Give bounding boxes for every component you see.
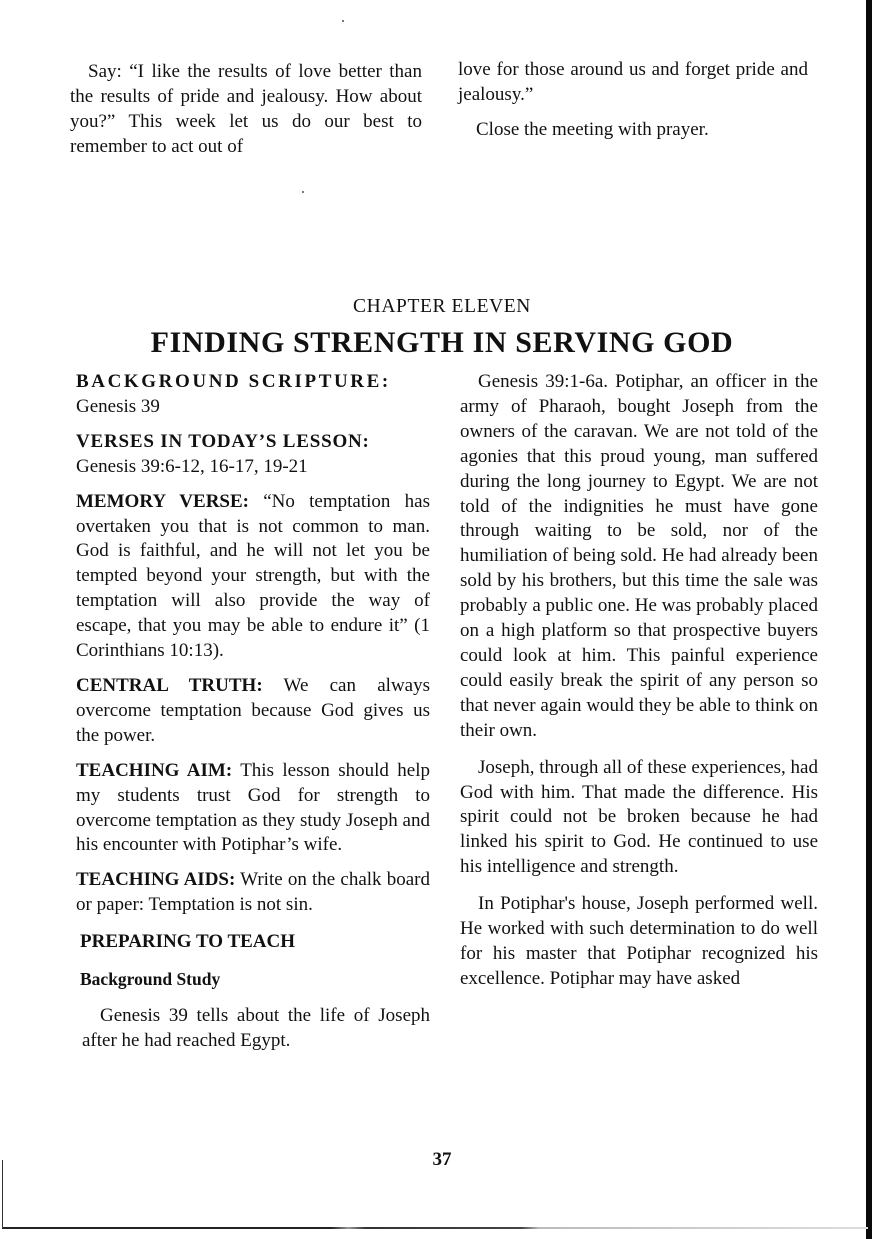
background-scripture-label: BACKGROUND SCRIPTURE: xyxy=(76,371,391,392)
central-truth xyxy=(76,674,430,749)
verses-label: VERSES IN TODAY’S LESSON: xyxy=(76,430,370,452)
body-paragraph: Joseph, through all of these experiences, had God with him. That made the difference. His spirit could not be broken because he had linked his spirit to God. He continued to use his intelligence and strength. xyxy=(460,756,818,878)
teaching-aim xyxy=(76,759,430,859)
teaching-aids-label: TEACHING AIDS: xyxy=(76,869,236,891)
teaching-aim-text: This lesson should help my students trust God for strength to overcome temptation as they study Joseph and his encounter with Potiphar’s wife. xyxy=(76,759,430,856)
verses-text: Genesis 39:6-12, 16-17, 19-21 xyxy=(76,455,308,477)
central-truth-label: CENTRAL TRUTH: xyxy=(76,674,263,696)
chapter-label: CHAPTER ELEVEN xyxy=(353,296,531,317)
background-scripture xyxy=(76,370,430,420)
scan-edge-right xyxy=(866,0,872,1239)
closing-dialogue-continuation: love for those around us and forget pride and jealousy.” xyxy=(458,59,808,105)
body-paragraph: Genesis 39:1-6a. Potiphar, an officer in the army of Pharaoh, bought Joseph from the owners of the caravan. We are not told of the agonies that this proud young, man suffered during the long journey to Egypt. We are not told of the indignities he must have gone through waiting to be sold, nor of the humiliation of being sold. He had already been sold by his brothers, but this time the sale was probably a public one. He was probably placed on a high platform so that prospective buyers could look at him. This painful experience could easily break the spirit of any person so that never again would they be able to think on their own. xyxy=(460,371,818,741)
memory-verse xyxy=(76,490,430,664)
lesson-body-column xyxy=(460,370,818,992)
body-paragraph: In Potiphar's house, Joseph performed well. He worked with such determination to do well for his master that Potiphar recognized his excellence. Potiphar may have asked xyxy=(460,893,818,989)
top-right-column xyxy=(458,58,808,143)
background-study-paragraph: Genesis 39 tells about the life of Joseph after he had reached Egypt. xyxy=(82,1004,430,1051)
closing-instruction: Close the meeting with prayer. xyxy=(476,118,709,140)
memory-verse-label: MEMORY VERSE: xyxy=(76,490,249,512)
central-truth-text: We can always overcome temptation because God gives us the power. xyxy=(76,674,430,746)
lesson-info-column xyxy=(76,370,430,1054)
chapter-title: FINDING STRENGTH IN SERVING GOD xyxy=(150,326,734,359)
background-study-heading: Background Study xyxy=(80,969,221,990)
scan-edge-bottom xyxy=(2,1227,868,1229)
teaching-aids xyxy=(76,868,430,918)
page-number: 37 xyxy=(432,1149,452,1170)
verses-in-lesson xyxy=(76,430,430,480)
memory-verse-text: “No temptation has overtaken you that is not common to man. God is faithful, and he will not let you be tempted beyond your strength, but with the temptation will also provide the way of escape, that you may be able to endure it” (1 Corinthians 10:13). xyxy=(76,490,430,662)
teaching-aim-label: TEACHING AIM: xyxy=(76,759,233,781)
top-left-column xyxy=(70,60,422,160)
background-scripture-text: Genesis 39 xyxy=(76,395,160,417)
closing-dialogue-paragraph: Say: “I like the results of love better than the results of pride and jealousy. How about you?” This week let us do our best to remember to act out of xyxy=(70,61,422,157)
scan-speck xyxy=(302,191,304,193)
scan-speck xyxy=(342,20,344,22)
teaching-aids-text: Write on the chalk board or paper: Temptation is not sin. xyxy=(76,869,430,916)
preparing-to-teach-heading: PREPARING TO TEACH xyxy=(80,931,296,953)
